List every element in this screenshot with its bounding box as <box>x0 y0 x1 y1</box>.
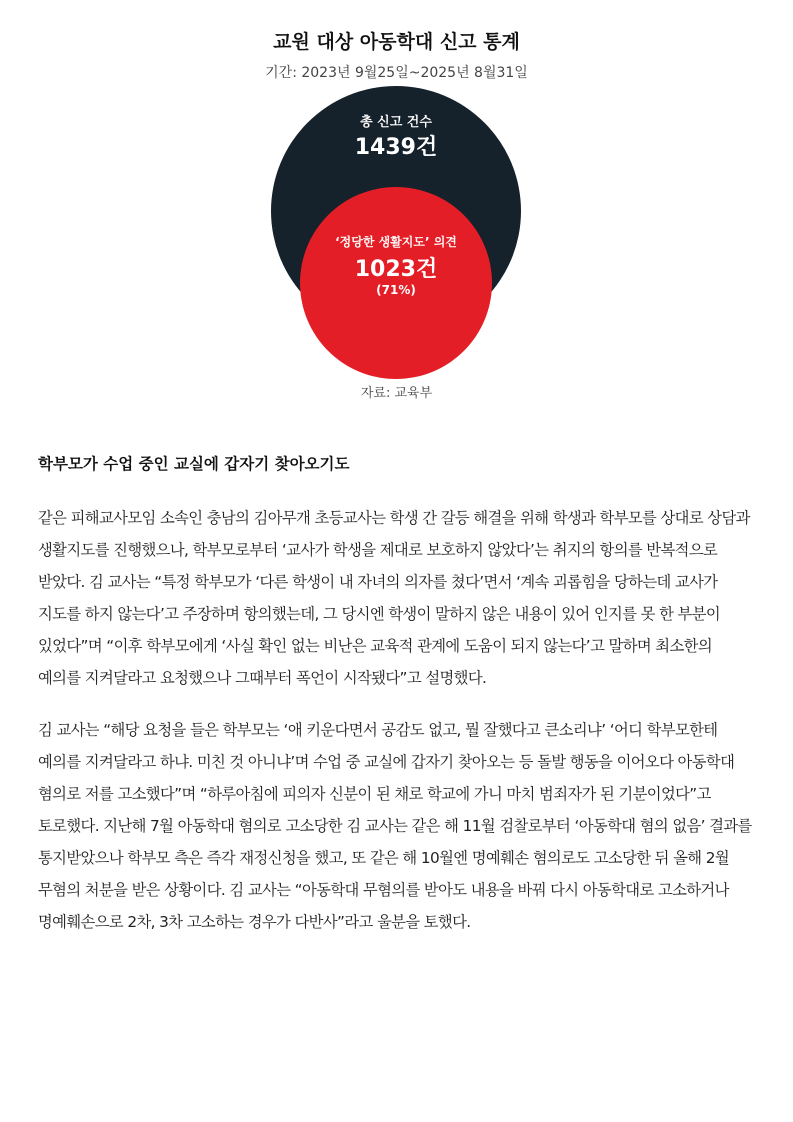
total-reports-value: 1439건 <box>354 135 438 160</box>
total-reports-label: 총 신고 건수 <box>360 115 432 130</box>
paragraph-2: 김 교사는 “해당 요청을 들은 학부모는 ‘애 키운다면서 공감도 없고, 뭘 잘했다고 큰소리냐’ ‘어디 학부모한테 예의를 지켜달라고 하냐. 미친 것 아니냐’며 수업 중 교실에 갑자기 찾아오는 등 돌발 행동을 이어오다 아동학대 혐의로 저를 고소했다”며 “하루아침에 피의자 신분이 된 채로 학교에 가니 마치 범죄자가 된 기분이었다”고 토로했다. 지난해 7월 아동학대 혐의로 고소당한 김 교사는 같은 해 11월 검찰로부터 ‘아동학대 혐의 없음’ 결과를 통지받았으나 학부모 측은 즉각 재정신청을 했고, 또 같은 해 10월엔 명예훼손 혐의로도 고소당한 뒤 올해 2월 무혐의 처분을 받은 상황이다. 김 교사는 “아동학대 무혐의를 받아도 내용을 바꿔 다시 아동학대로 고소하거나 명예훼손으로 2차, 3차 고소하는 경우가 다반사”라고 울분을 토했다. <box>38 721 752 931</box>
article-body <box>38 452 758 958</box>
figure-source: 자료: 교육부 <box>360 386 433 401</box>
justified-guidance-percent: (71%) <box>376 283 416 297</box>
figure-title: 교원 대상 아동학대 신고 통계 <box>273 31 520 53</box>
statistics-figure <box>0 0 793 420</box>
figure-period: 기간: 2023년 9월25일~2025년 8월31일 <box>265 65 528 81</box>
paragraph-1: 같은 피해교사모임 소속인 충남의 김아무개 초등교사는 학생 간 갈등 해결을 위해 학생과 학부모를 상대로 상담과 생활지도를 진행했으나, 학부모로부터 ‘교사가 학생을 제대로 보호하지 않았다’는 취지의 항의를 반복적으로 받았다. 김 교사는 “특정 학부모가 ‘다른 학생이 내 자녀의 의자를 쳤다’면서 ‘계속 괴롭힘을 당하는데 교사가 지도를 하지 않는다’고 주장하며 항의했는데, 그 당시엔 학생이 말하지 않은 내용이 있어 인지를 못 한 부분이 있었다”며 “이후 학부모에게 ‘사실 확인 없는 비난은 교육적 관계에 도움이 되지 않는다’고 말하며 최소한의 예의를 지켜달라고 요청했으나 그때부터 폭언이 시작됐다”고 설명했다. <box>38 509 750 687</box>
section-heading: 학부모가 수업 중인 교실에 갑자기 찾아오기도 <box>38 455 350 473</box>
justified-guidance-label: ‘정당한 생활지도’ 의견 <box>335 235 457 249</box>
justified-guidance-value: 1023건 <box>354 257 438 282</box>
